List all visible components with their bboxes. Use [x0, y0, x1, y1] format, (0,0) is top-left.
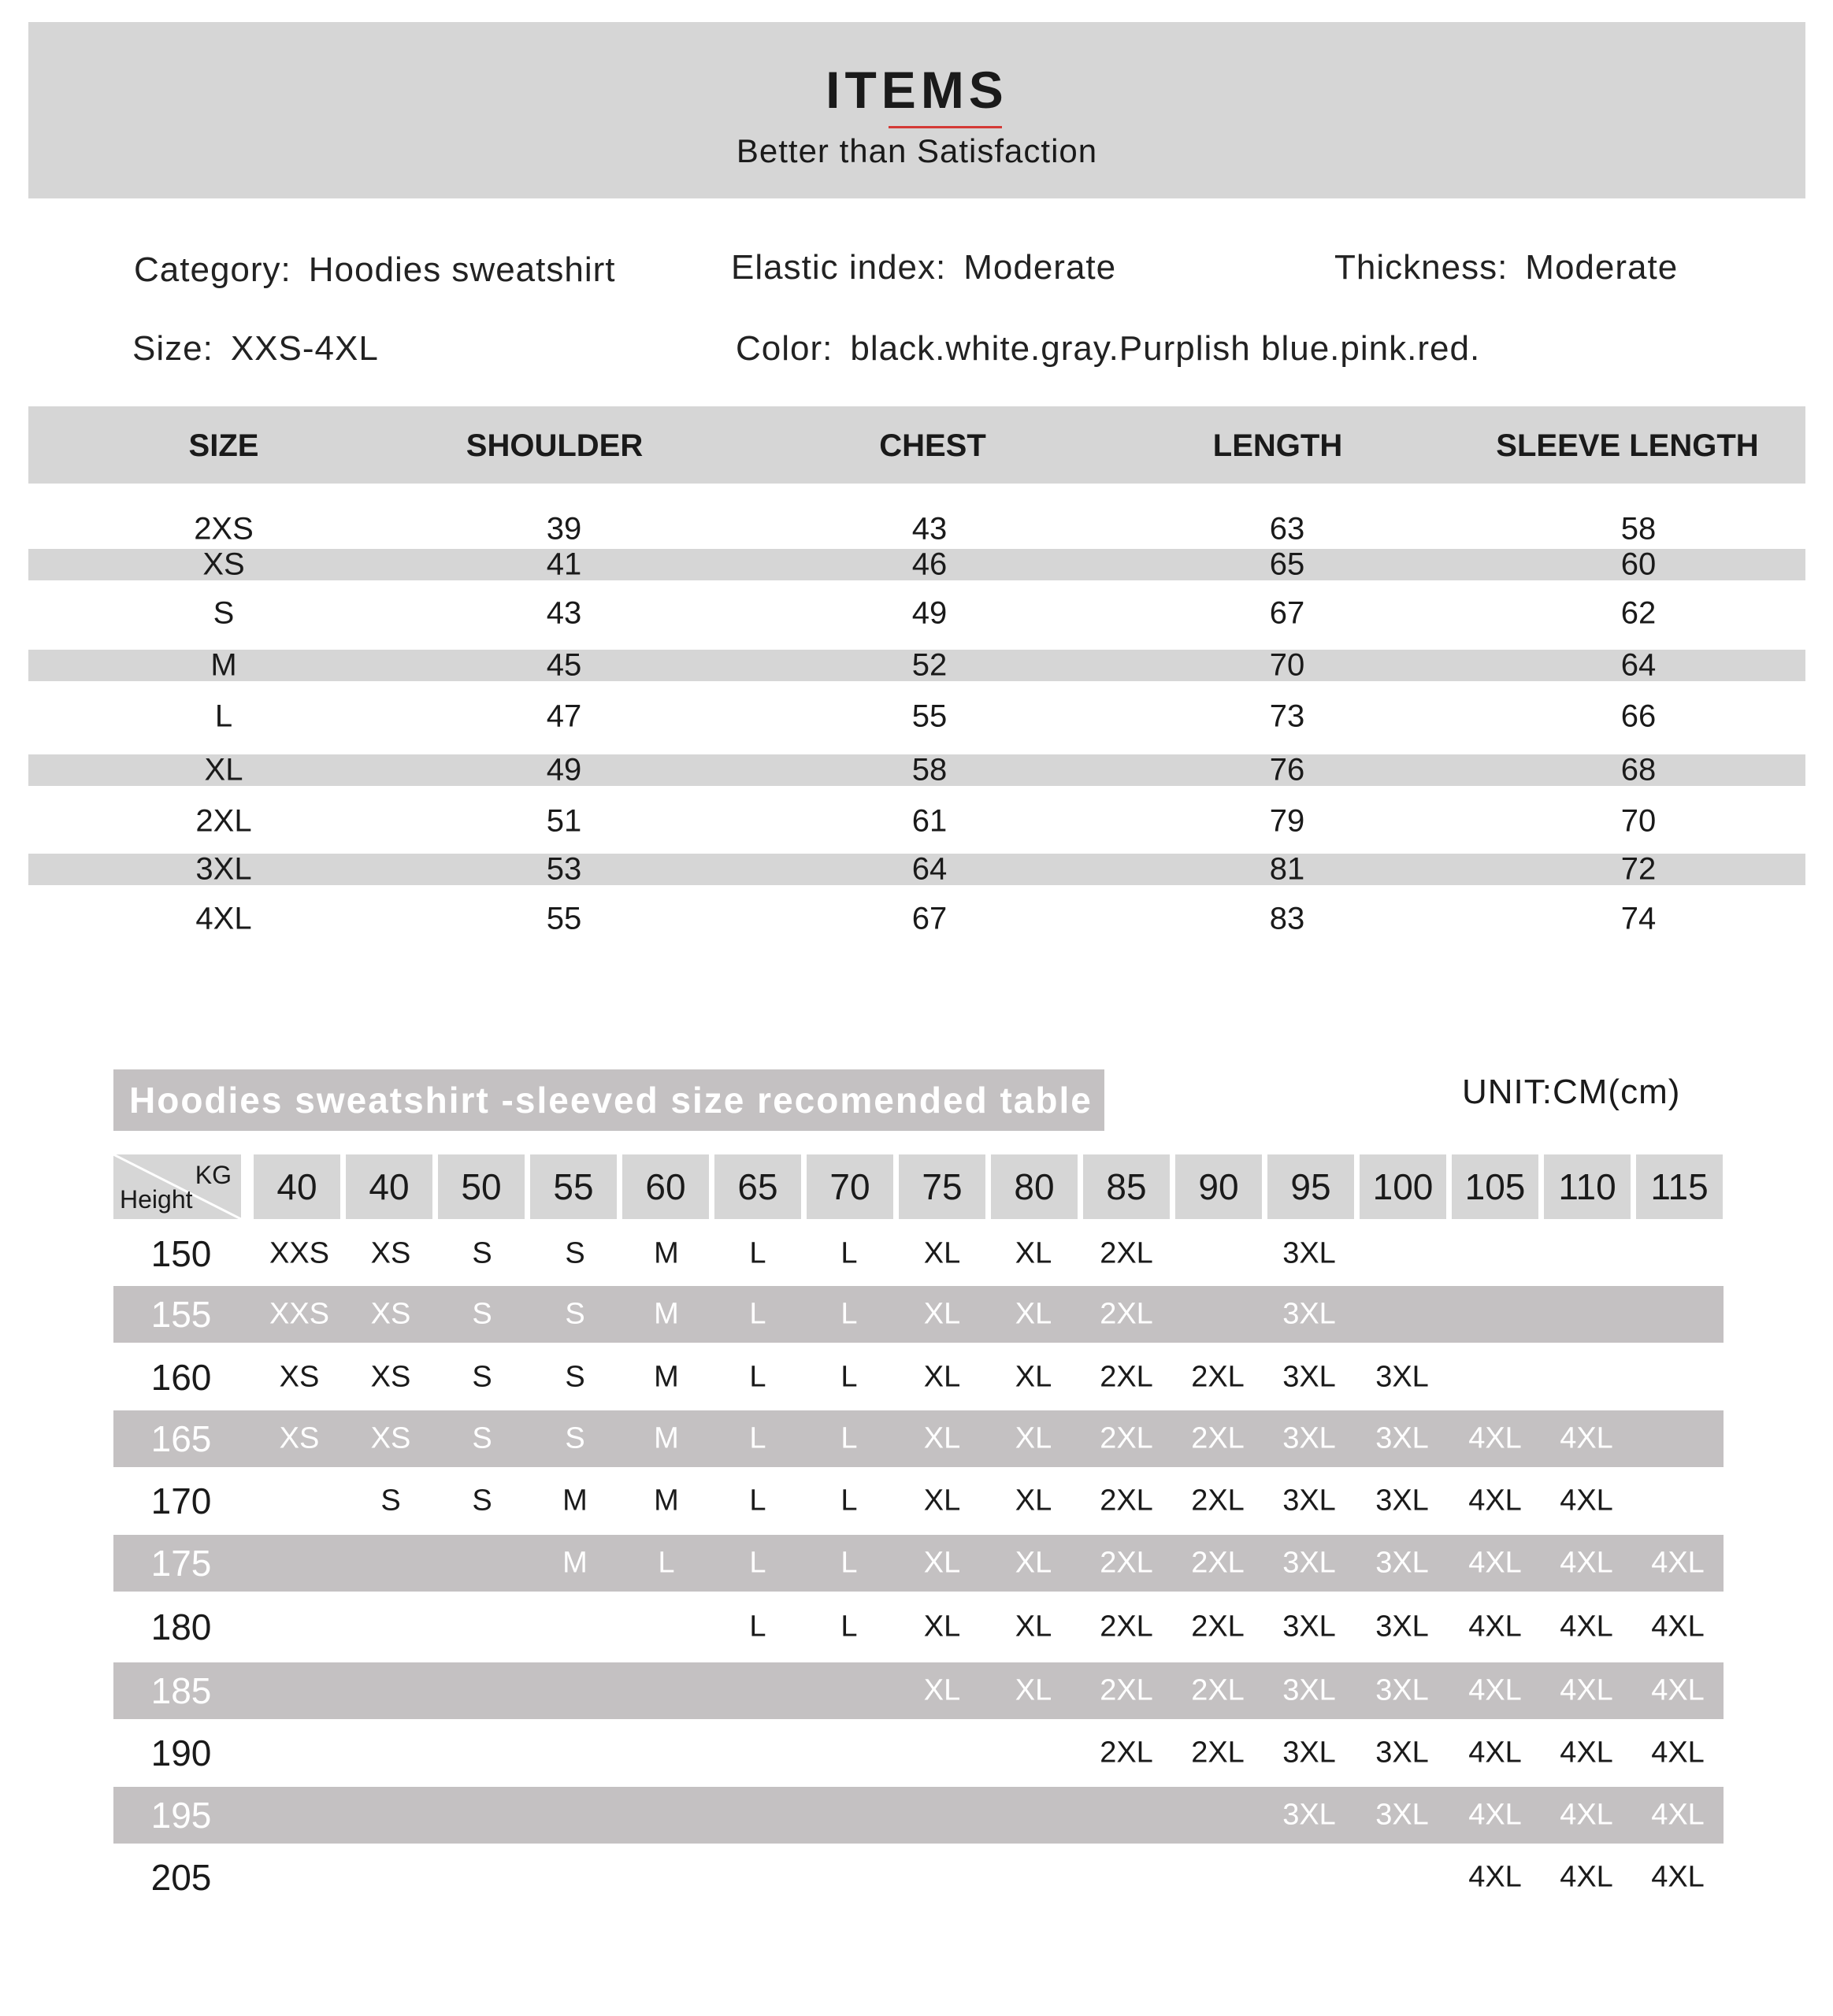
cell-size: L	[214, 699, 233, 734]
size-cell: S	[472, 1484, 492, 1518]
col-header-size: SIZE	[188, 428, 259, 463]
size-cell: 3XL	[1375, 1484, 1429, 1518]
size-cell: 2XL	[1100, 1736, 1153, 1770]
cell-sleeve-length: 66	[1620, 699, 1657, 734]
cell-size: 4XL	[195, 901, 252, 936]
size-cell: XL	[923, 1546, 961, 1580]
size-cell: XS	[370, 1236, 411, 1270]
info-size	[132, 329, 379, 369]
size-cell: 4XL	[1468, 1673, 1522, 1707]
header-banner	[28, 22, 1805, 198]
size-cell: 4XL	[1651, 1860, 1705, 1894]
size-cell: XL	[923, 1673, 961, 1707]
cell-length: 70	[1269, 647, 1305, 683]
measurement-row	[28, 903, 1805, 935]
cell-chest: 67	[911, 901, 948, 936]
measurement-row	[28, 851, 1805, 887]
size-cell: S	[472, 1236, 492, 1270]
weight-header-cell: 65	[714, 1154, 801, 1219]
size-cell: 2XL	[1100, 1546, 1153, 1580]
size-cell: XL	[923, 1360, 961, 1394]
size-cell: 2XL	[1100, 1236, 1153, 1270]
size-cell: 3XL	[1375, 1546, 1429, 1580]
corner-height-label: Height	[120, 1185, 193, 1214]
weight-header-cell: 110	[1544, 1154, 1631, 1219]
size-cell: M	[654, 1297, 679, 1331]
weight-header-cell: 90	[1175, 1154, 1262, 1219]
size-cell: XL	[1015, 1421, 1052, 1455]
size-cell: XL	[1015, 1610, 1052, 1644]
size-cell: 2XL	[1100, 1360, 1153, 1394]
col-header-sleeve-length: SLEEVE LENGTH	[1496, 428, 1759, 463]
measurement-row	[28, 803, 1805, 839]
size-cell: M	[654, 1421, 679, 1455]
size-cell: S	[472, 1297, 492, 1331]
size-cell: M	[654, 1236, 679, 1270]
size-cell: L	[749, 1484, 766, 1518]
elastic-value: Moderate	[963, 248, 1117, 287]
size-cell: XS	[370, 1421, 411, 1455]
size-cell: 2XL	[1191, 1360, 1245, 1394]
category-value: Hoodies sweatshirt	[308, 250, 616, 289]
cell-length: 63	[1269, 511, 1305, 547]
size-cell: XL	[1015, 1484, 1052, 1518]
size-cell: S	[565, 1297, 585, 1331]
cell-chest: 46	[911, 547, 948, 582]
cell-size: 2XS	[194, 511, 254, 547]
size-cell: 2XL	[1191, 1673, 1245, 1707]
cell-shoulder: 45	[546, 647, 582, 683]
corner-kg-label: KG	[195, 1161, 232, 1189]
size-cell: L	[840, 1546, 858, 1580]
size-cell: 2XL	[1100, 1673, 1153, 1707]
size-cell: S	[565, 1421, 585, 1455]
size-cell: 4XL	[1560, 1673, 1613, 1707]
size-cell: S	[565, 1236, 585, 1270]
height-cell: 190	[150, 1732, 212, 1773]
size-cell: 4XL	[1651, 1610, 1705, 1644]
size-cell: 4XL	[1651, 1546, 1705, 1580]
size-cell: XS	[279, 1360, 320, 1394]
size-cell: L	[840, 1297, 858, 1331]
size-cell: XL	[1015, 1360, 1052, 1394]
size-cell: 3XL	[1282, 1297, 1336, 1331]
height-cell: 150	[150, 1233, 212, 1274]
size-cell: 2XL	[1100, 1421, 1153, 1455]
col-header-chest: CHEST	[879, 428, 986, 463]
recommend-row	[113, 1787, 1724, 1844]
recommend-row	[113, 1349, 1724, 1406]
height-cell: 155	[150, 1294, 212, 1335]
height-cell: 180	[150, 1606, 212, 1647]
cell-sleeve-length: 74	[1620, 901, 1657, 936]
size-cell: 3XL	[1282, 1610, 1336, 1644]
cell-size: 3XL	[195, 851, 252, 887]
weight-header-cell: 115	[1636, 1154, 1723, 1219]
weight-header-cell: 55	[530, 1154, 617, 1219]
size-cell: M	[654, 1360, 679, 1394]
recommend-row	[113, 1662, 1724, 1719]
recommend-row	[113, 1535, 1724, 1592]
size-value: XXS-4XL	[230, 329, 379, 368]
size-cell: L	[749, 1360, 766, 1394]
size-cell: XL	[923, 1421, 961, 1455]
cell-length: 81	[1269, 851, 1305, 887]
cell-chest: 49	[911, 595, 948, 631]
cell-sleeve-length: 60	[1620, 547, 1657, 582]
measurement-row	[28, 595, 1805, 631]
size-cell: L	[840, 1421, 858, 1455]
weight-header-cell: 85	[1083, 1154, 1170, 1219]
cell-shoulder: 53	[546, 851, 582, 887]
size-cell: 2XL	[1191, 1610, 1245, 1644]
thickness-value: Moderate	[1525, 248, 1679, 287]
cell-sleeve-length: 62	[1620, 595, 1657, 631]
cell-length: 76	[1269, 752, 1305, 788]
size-cell: XL	[1015, 1236, 1052, 1270]
height-cell: 165	[150, 1418, 212, 1459]
cell-shoulder: 39	[546, 511, 582, 547]
cell-size: XL	[204, 752, 243, 788]
size-cell: 3XL	[1282, 1673, 1336, 1707]
cell-chest: 52	[911, 647, 948, 683]
size-cell: M	[562, 1546, 588, 1580]
size-cell: 4XL	[1560, 1484, 1613, 1518]
recommend-row	[113, 1849, 1724, 1906]
size-cell: S	[472, 1421, 492, 1455]
size-cell: 2XL	[1100, 1610, 1153, 1644]
cell-length: 83	[1269, 901, 1305, 936]
recommend-row	[113, 1225, 1724, 1282]
cell-sleeve-length: 70	[1620, 803, 1657, 839]
cell-size: S	[213, 595, 235, 631]
size-cell: 3XL	[1375, 1610, 1429, 1644]
size-cell: L	[840, 1484, 858, 1518]
weight-header-cell: 50	[438, 1154, 525, 1219]
cell-sleeve-length: 58	[1620, 511, 1657, 547]
size-cell: 3XL	[1375, 1673, 1429, 1707]
col-header-shoulder: SHOULDER	[466, 428, 644, 463]
weight-header-cell: 105	[1452, 1154, 1538, 1219]
size-cell: 3XL	[1282, 1798, 1336, 1832]
cell-size: XS	[202, 547, 245, 582]
size-cell: 4XL	[1560, 1610, 1613, 1644]
height-cell: 185	[150, 1670, 212, 1711]
size-cell: XL	[1015, 1673, 1052, 1707]
size-cell: XS	[370, 1360, 411, 1394]
cell-chest: 55	[911, 699, 948, 734]
size-cell: M	[654, 1484, 679, 1518]
size-cell: 3XL	[1375, 1360, 1429, 1394]
size-cell: 3XL	[1375, 1736, 1429, 1770]
recommend-row	[113, 1599, 1724, 1655]
unit-label: UNIT:CM(cm)	[1462, 1073, 1681, 1111]
cell-sleeve-length: 68	[1620, 752, 1657, 788]
size-cell: 3XL	[1282, 1236, 1336, 1270]
size-cell: 4XL	[1560, 1860, 1613, 1894]
size-cell: 4XL	[1468, 1484, 1522, 1518]
weight-header-cell: 70	[807, 1154, 893, 1219]
size-cell: 4XL	[1468, 1860, 1522, 1894]
size-cell: 4XL	[1468, 1421, 1522, 1455]
size-cell: L	[749, 1236, 766, 1270]
size-cell: 3XL	[1375, 1421, 1429, 1455]
info-category	[134, 250, 616, 290]
info-thickness	[1334, 248, 1678, 287]
size-cell: M	[562, 1484, 588, 1518]
size-cell: XXS	[269, 1236, 330, 1270]
size-cell: 4XL	[1468, 1546, 1522, 1580]
cell-size: 2XL	[195, 803, 252, 839]
size-cell: L	[749, 1546, 766, 1580]
size-cell: 4XL	[1560, 1798, 1613, 1832]
cell-length: 65	[1269, 547, 1305, 582]
recommend-table-title: Hoodies sweatshirt -sleeved size recomended table	[113, 1069, 1104, 1131]
height-cell: 205	[150, 1857, 212, 1898]
size-cell: L	[749, 1610, 766, 1644]
size-cell: 4XL	[1468, 1798, 1522, 1832]
size-cell: L	[658, 1546, 675, 1580]
size-cell: 2XL	[1100, 1484, 1153, 1518]
thickness-label: Thickness:	[1334, 248, 1508, 287]
size-cell: XL	[923, 1610, 961, 1644]
page-title: ITEMS	[826, 61, 1008, 119]
size-cell: L	[840, 1236, 858, 1270]
cell-shoulder: 49	[546, 752, 582, 788]
cell-shoulder: 43	[546, 595, 582, 631]
size-cell: XL	[923, 1484, 961, 1518]
height-cell: 195	[150, 1795, 212, 1836]
size-cell: 2XL	[1100, 1297, 1153, 1331]
size-cell: 4XL	[1560, 1736, 1613, 1770]
size-cell: 2XL	[1191, 1736, 1245, 1770]
size-cell: 2XL	[1191, 1546, 1245, 1580]
cell-length: 67	[1269, 595, 1305, 631]
cell-chest: 64	[911, 851, 948, 887]
col-header-length: LENGTH	[1212, 428, 1343, 463]
size-cell: L	[840, 1610, 858, 1644]
color-value: black.white.gray.Purplish blue.pink.red.	[850, 329, 1481, 368]
height-cell: 160	[150, 1357, 212, 1398]
size-cell: 3XL	[1282, 1421, 1336, 1455]
weight-header-cell: 80	[991, 1154, 1078, 1219]
recommend-row	[113, 1410, 1724, 1467]
measurement-row	[28, 701, 1805, 732]
page-subtitle: Better than Satisfaction	[736, 132, 1098, 169]
size-label: Size:	[132, 329, 213, 368]
size-cell: S	[565, 1360, 585, 1394]
size-cell: 4XL	[1468, 1736, 1522, 1770]
cell-chest: 43	[911, 511, 948, 547]
title-underline	[889, 126, 1002, 128]
measurement-table-header	[28, 406, 1805, 484]
weight-header-cell: 40	[346, 1154, 432, 1219]
weight-header-cell: 40	[254, 1154, 340, 1219]
cell-shoulder: 41	[546, 547, 582, 582]
weight-header-cell: 60	[622, 1154, 709, 1219]
size-cell: 4XL	[1651, 1673, 1705, 1707]
size-cell: 4XL	[1651, 1736, 1705, 1770]
cell-length: 79	[1269, 803, 1305, 839]
size-cell: 2XL	[1191, 1484, 1245, 1518]
cell-chest: 61	[911, 803, 948, 839]
size-cell: S	[380, 1484, 401, 1518]
size-cell: 4XL	[1560, 1546, 1613, 1580]
size-cell: 3XL	[1282, 1546, 1336, 1580]
recommend-row	[113, 1473, 1724, 1529]
size-cell: XS	[279, 1421, 320, 1455]
recommend-row	[113, 1286, 1724, 1343]
weight-header-cell: 95	[1267, 1154, 1354, 1219]
cell-shoulder: 51	[546, 803, 582, 839]
info-color	[736, 329, 1480, 369]
size-cell: 2XL	[1191, 1421, 1245, 1455]
size-cell: 4XL	[1560, 1421, 1613, 1455]
cell-shoulder: 55	[546, 901, 582, 936]
size-cell: S	[472, 1360, 492, 1394]
cell-size: M	[210, 647, 237, 683]
cell-chest: 58	[911, 752, 948, 788]
cell-sleeve-length: 72	[1620, 851, 1657, 887]
size-cell: XL	[1015, 1297, 1052, 1331]
elastic-label: Elastic index:	[731, 248, 947, 287]
size-cell: XL	[1015, 1546, 1052, 1580]
size-cell: XS	[370, 1297, 411, 1331]
size-cell: XL	[923, 1297, 961, 1331]
size-cell: XL	[923, 1236, 961, 1270]
measurement-row	[28, 549, 1805, 580]
cell-sleeve-length: 64	[1620, 647, 1657, 683]
category-label: Category:	[134, 250, 291, 289]
size-cell: L	[749, 1421, 766, 1455]
size-cell: 3XL	[1375, 1798, 1429, 1832]
size-cell: XXS	[269, 1297, 330, 1331]
cell-length: 73	[1269, 699, 1305, 734]
weight-header-cell: 75	[899, 1154, 985, 1219]
recommend-row	[113, 1725, 1724, 1781]
size-cell: 4XL	[1468, 1610, 1522, 1644]
weight-header-cell: 100	[1360, 1154, 1446, 1219]
size-cell: 3XL	[1282, 1736, 1336, 1770]
cell-shoulder: 47	[546, 699, 582, 734]
height-cell: 170	[150, 1480, 212, 1521]
measurement-row	[28, 647, 1805, 683]
measurement-row	[28, 754, 1805, 786]
corner-header-cell	[113, 1154, 241, 1219]
size-cell: L	[749, 1297, 766, 1331]
size-cell: 3XL	[1282, 1360, 1336, 1394]
size-cell: 4XL	[1651, 1798, 1705, 1832]
size-cell: 3XL	[1282, 1484, 1336, 1518]
measurement-row	[28, 513, 1805, 545]
height-cell: 175	[150, 1543, 212, 1584]
size-cell: L	[840, 1360, 858, 1394]
color-label: Color:	[736, 329, 833, 368]
info-elastic	[731, 248, 1116, 287]
